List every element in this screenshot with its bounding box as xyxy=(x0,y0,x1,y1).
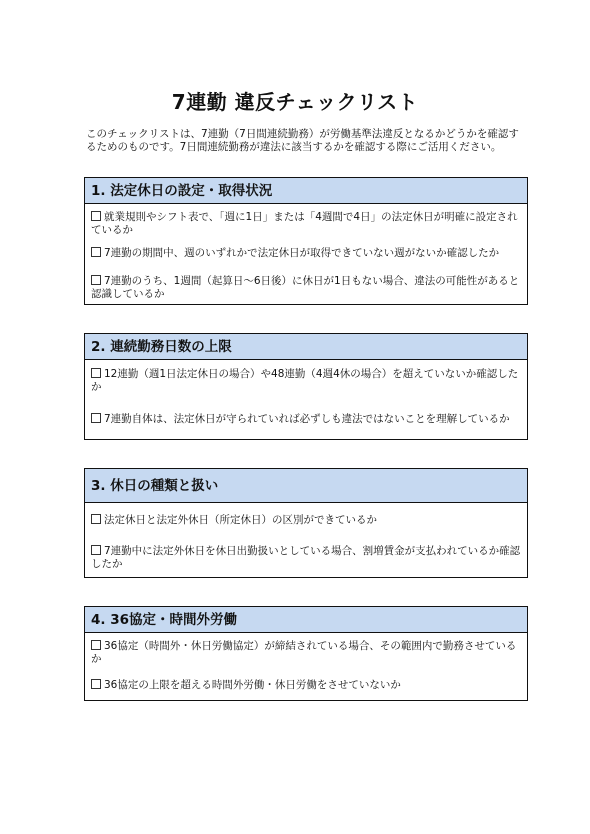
checklist-item[interactable] xyxy=(91,640,521,666)
checklist-item-text: 就業規則やシフト表で、「週に1日」または「4週間で4日」の法定休日が明確に設定されているか xyxy=(91,211,518,236)
checkbox-icon[interactable] xyxy=(91,211,101,221)
intro-paragraph: このチェックリストは、7連勤（7日間連続勤務）が労働基準法違反となるかどうかを確認するためのものです。7日間連続勤務が違法に該当するかを確認する際にご活用ください。 xyxy=(86,128,519,153)
page-title: 7連勤 違反チェックリスト xyxy=(171,90,419,114)
checklist-item-text: 12連勤（週1日法定休日の場合）や48連勤（4週4休の場合）を超えていないか確認したか xyxy=(91,368,519,393)
section-heading: 1. 法定休日の設定・取得状況 xyxy=(85,178,527,204)
section-heading: 3. 休日の種類と扱い xyxy=(85,469,527,503)
checkbox-icon[interactable] xyxy=(91,514,101,524)
checklist-item[interactable] xyxy=(91,275,521,301)
section-heading: 4. 36協定・時間外労働 xyxy=(85,607,527,633)
section-holiday-types xyxy=(84,468,528,578)
section-heading: 2. 連続勤務日数の上限 xyxy=(85,334,527,360)
checklist-item-text: 36協定の上限を超える時間外労働・休日労働をさせていないか xyxy=(104,679,401,691)
checklist-item[interactable] xyxy=(91,247,521,260)
checklist-item-text: 7連勤自体は、法定休日が守られていれば必ずしも違法ではないことを理解しているか xyxy=(104,413,510,425)
checklist-item-text: 7連勤のうち、1週間（起算日〜6日後）に休日が1日もない場合、違法の可能性があると認識しているか xyxy=(91,275,520,300)
checklist-item[interactable] xyxy=(91,368,521,394)
checkbox-icon[interactable] xyxy=(91,275,101,285)
checklist-item[interactable] xyxy=(91,514,521,527)
section-legal-holidays xyxy=(84,177,528,305)
checklist-item[interactable] xyxy=(91,679,521,692)
checkbox-icon[interactable] xyxy=(91,545,101,555)
checklist-item-text: 7連勤中に法定外休日を休日出勤扱いとしている場合、割増賃金が支払われているか確認したか xyxy=(91,545,521,570)
checklist-item-text: 法定休日と法定外休日（所定休日）の区別ができているか xyxy=(104,514,377,526)
checkbox-icon[interactable] xyxy=(91,368,101,378)
checkbox-icon[interactable] xyxy=(91,413,101,423)
checklist-item-text: 36協定（時間外・休日労働協定）が締結されている場合、その範囲内で勤務させているか xyxy=(91,640,517,665)
checklist-item-text: 7連勤の期間中、週のいずれかで法定休日が取得できていない週がないか確認したか xyxy=(104,247,500,259)
checklist-item[interactable] xyxy=(91,211,521,237)
section-consecutive-days-limit xyxy=(84,333,528,440)
section-agreement-36 xyxy=(84,606,528,701)
checkbox-icon[interactable] xyxy=(91,247,101,257)
checklist-item[interactable] xyxy=(91,545,521,571)
checkbox-icon[interactable] xyxy=(91,640,101,650)
checkbox-icon[interactable] xyxy=(91,679,101,689)
checklist-item[interactable] xyxy=(91,413,521,426)
